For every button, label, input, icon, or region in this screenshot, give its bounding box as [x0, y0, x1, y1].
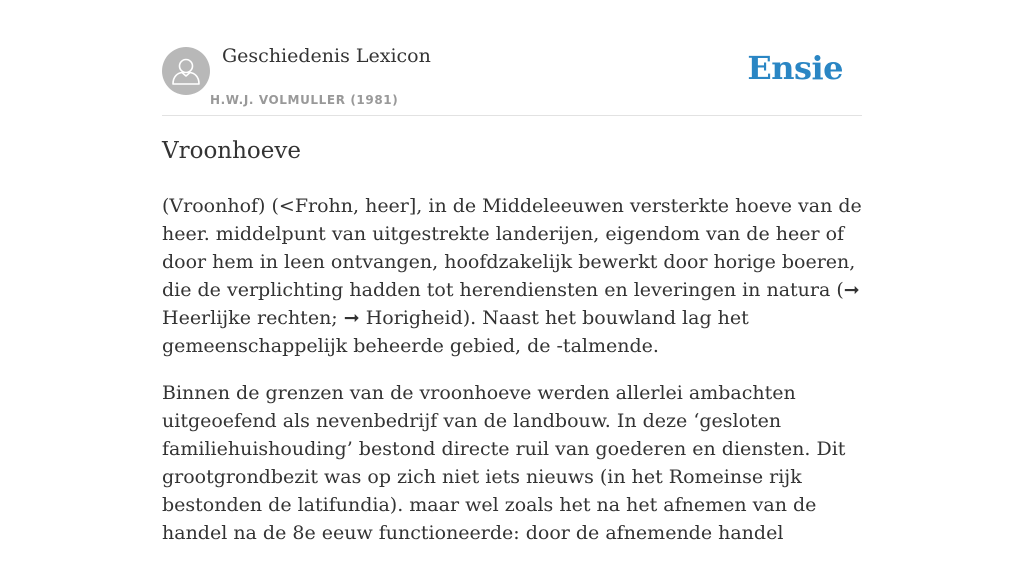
entry-body	[162, 192, 864, 566]
user-silhouette-icon	[162, 47, 210, 95]
source-avatar[interactable]	[162, 47, 210, 95]
source-author[interactable]: H.W.J. VOLMULLER (1981)	[210, 93, 399, 107]
ensie-logo[interactable]: Ensie	[747, 49, 843, 87]
entry-paragraph-1: (Vroonhof) (<Frohn, heer], in de Middeleeuwen versterkte hoeve van de heer. middelpunt van uitgestrekte landerijen, eigendom van de heer of door hem in leen ontvangen, hoofdzakelijk bewerkt door horige boeren, die de verplichting hadden tot herendiensten en leveringen in natura (➞ Heerlijke rechten; ➞ Horigheid). Naast het bouwland lag het gemeenschappelijk beheerde gebied, de -talmende.	[162, 195, 862, 357]
entry-title: Vroonhoeve	[162, 138, 301, 164]
entry-paragraph-2: Binnen de grenzen van de vroonhoeve werden allerlei ambachten uitgeoefend als nevenbedrijf van de landbouw. In deze ‘gesloten familiehuishouding’ bestond directe ruil van goederen en diensten. Dit grootgrondbezit was op zich niet iets nieuws (in het Romeinse rijk bestonden de latifundia). maar wel zoals het na het afnemen van de handel na de 8e eeuw functioneerde: door de afnemende handel	[162, 382, 846, 544]
source-title[interactable]: Geschiedenis Lexicon	[222, 45, 431, 67]
source-header	[162, 40, 862, 116]
